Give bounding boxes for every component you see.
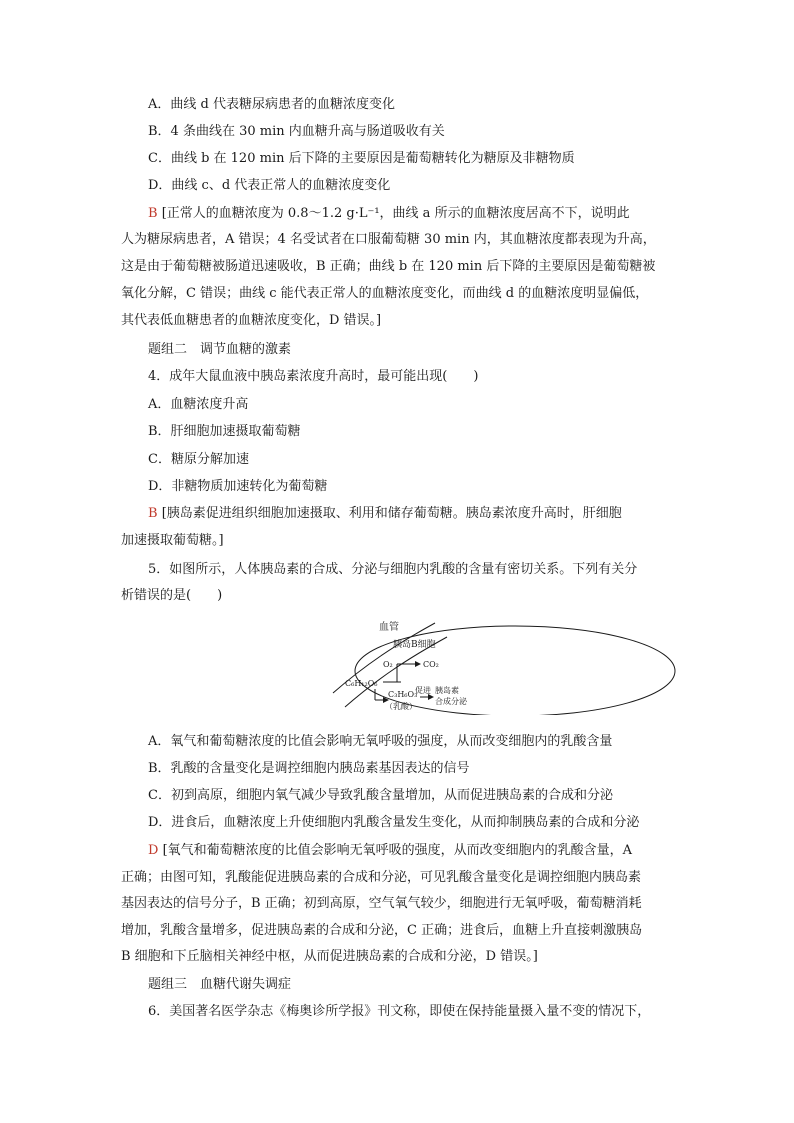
q4-option-d: D．非糖物质加速转化为葡萄糖 [148, 479, 328, 494]
group3-heading: 题组三 血糖代谢失调症 [148, 977, 292, 992]
q3-option-b: B．4 条曲线在 30 min 内血糖升高与肠道吸收有关 [148, 124, 445, 139]
glucose-label: C₆H₁₂O₆ [345, 679, 378, 688]
q5-explanation-text: [氧气和葡萄糖浓度的比值会影响无氧呼吸的强度，从而改变细胞内的乳酸含量，A [162, 843, 633, 858]
q4-option-b: B．肝细胞加速摄取葡萄糖 [148, 424, 301, 439]
q4-explanation-text: [胰岛素促进组织细胞加速摄取、利用和储存葡萄糖。胰岛素浓度升高时，肝细胞 [161, 506, 622, 521]
q4-explanation-first-line [148, 505, 622, 523]
q5-explanation-line: 正确；由图可知，乳酸能促进胰岛素的合成和分泌，可见乳酸含量变化是调控细胞内胰岛素 [121, 870, 642, 885]
q5-option-b: B．乳酸的含量变化是调控细胞内胰岛素基因表达的信号 [148, 761, 470, 776]
co2-label: CO₂ [423, 660, 439, 669]
q4-answer-letter: B [148, 506, 158, 521]
q5-stem-line: 析错误的是( ) [121, 588, 223, 603]
q3-explanation-line: 氧化分解，C 错误；曲线 c 能代表正常人的血糖浓度变化，而曲线 d 的血糖浓度明显偏低， [121, 286, 649, 301]
q3-option-a: A．曲线 d 代表糖尿病患者的血糖浓度变化 [148, 97, 395, 112]
q3-explanation-line: 人为糖尿病患者，A 错误；4 名受试者在口服葡萄糖 30 min 内，其血糖浓度都表现为升高， [121, 232, 656, 247]
cell-label: 胰岛B细胞 [393, 640, 436, 650]
q5-option-a: A．氧气和葡萄糖浓度的比值会影响无氧呼吸的强度，从而改变细胞内的乳酸含量 [148, 734, 613, 749]
q5-stem-line: 5．如图所示，人体胰岛素的合成、分泌与细胞内乳酸的含量有密切关系。下列有关分 [148, 562, 638, 577]
q6-stem-line: 6．美国著名医学杂志《梅奥诊所学报》刊文称，即使在保持能量摄入量不变的情况下， [148, 1004, 651, 1019]
q5-explanation-line: B 细胞和下丘脑相关神经中枢，从而促进胰岛素的合成和分泌，D 错误。] [121, 949, 538, 964]
q3-explanation-line: 其代表低血糖患者的血糖浓度变化，D 错误。] [121, 313, 382, 328]
insulin-secretion-label: 合成分泌 [435, 697, 467, 706]
lactate-formula-label: C₃H₆O₃ [388, 690, 418, 699]
q4-explanation-line: 加速摄取葡萄糖。] [121, 533, 224, 548]
group2-heading: 题组二 调节血糖的激素 [148, 342, 292, 357]
q5-option-d: D．进食后，血糖浓度上升使细胞内乳酸含量发生变化，从而抑制胰岛素的合成和分泌 [148, 815, 640, 830]
q3-explanation-text: [正常人的血糖浓度为 0.8～1.2 g·L⁻¹，曲线 a 所示的血糖浓度居高不下，说明此 [161, 206, 630, 221]
q3-answer-letter: B [148, 206, 158, 221]
promote-label: 促进 [415, 686, 431, 695]
lactate-name-label: （乳酸） [385, 702, 417, 711]
q5-explanation-line: 基因表达的信号分子，B 正确；初到高原，空气氧气较少，细胞进行无氧呼吸，葡萄糖消耗 [121, 896, 642, 911]
insulin-label: 胰岛素 [435, 686, 459, 695]
q4-stem: 4．成年大鼠血液中胰岛素浓度升高时，最可能出现( ) [148, 369, 479, 384]
q3-explanation-first-line [148, 205, 630, 223]
q5-option-c: C．初到高原，细胞内氧气减少导致乳酸含量增加，从而促进胰岛素的合成和分泌 [148, 788, 613, 803]
q4-option-c: C．糖原分解加速 [148, 452, 249, 467]
q5-explanation-first-line [148, 842, 632, 860]
q4-option-a: A．血糖浓度升高 [148, 397, 249, 412]
q3-option-d: D．曲线 c、d 代表正常人的血糖浓度变化 [148, 178, 391, 193]
o2-label: O₂ [383, 660, 393, 669]
q3-explanation-line: 这是由于葡萄糖被肠道迅速吸收，B 正确；曲线 b 在 120 min 后下降的主要原因是葡萄糖被 [121, 259, 656, 274]
insulin-lactate-diagram [325, 615, 685, 715]
q5-answer-letter: D [148, 843, 159, 858]
q3-option-c: C．曲线 b 在 120 min 后下降的主要原因是葡萄糖转化为糖原及非糖物质 [148, 151, 575, 166]
q5-explanation-line: 增加，乳酸含量增多，促进胰岛素的合成和分泌，C 正确；进食后，血糖上升直接刺激胰岛 [121, 923, 643, 938]
blood-vessel-label: 血管 [379, 622, 399, 633]
